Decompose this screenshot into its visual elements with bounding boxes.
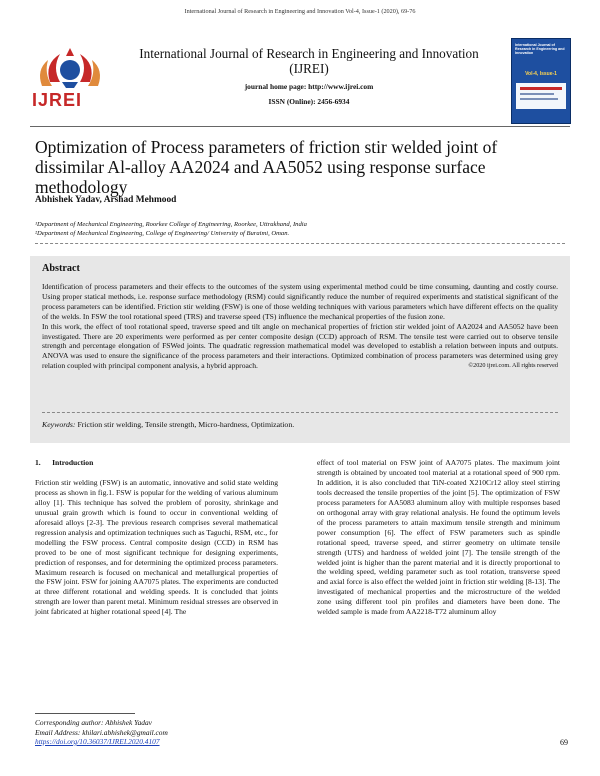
- affiliation-2: ²Department of Mechanical Engineering, College of Engineering/ University of Buraimi, Oman.: [35, 230, 290, 237]
- journal-issn: ISSN (Online): 2456-6934: [268, 97, 350, 106]
- intro-paragraph-left: Friction stir welding (FSW) is an automatic, innovative and solid state welding process as shown in fig.1. FSW is popular for the welding of various aluminum alloy [1]. This technique has solved the problem of porosity, shrinkage and unusual grain growth which is found to occur in conventional welding of aforesaid alloys [2-3]. The previous research comprises several mathematical regression analysis and optimization techniques such as Taguchi, RSM, etc., for modelling the FSW process. Central composite design (CCD) in RSM has proved to be one of most significant technique for designing experiments, prediction of responses, and for determining the optimized process parameters. Maximum research is focused on mechanical and metallurgical properties of the FSW joint. FSW for joining AA7075 plates. The experiments are conducted at three different rotational and welding speeds. It is concluded that joints strength are lower than parent metal. Minimum residual stresses are observed in joint fabricated at higher rotational speed [4]. The: [35, 477, 278, 617]
- paper-title: Optimization of Process parameters of friction stir welded joint of dissimilar Al-alloy AA2024 and AA5052 using response surface methodology: [35, 137, 498, 197]
- doi-link[interactable]: https://doi.org/10.36037/IJREI.2020.4107: [35, 737, 160, 746]
- cover-line: [520, 93, 554, 95]
- journal-title: International Journal of Research in Engineering and Innovation (IJREI): [139, 46, 479, 76]
- body-left-column: [35, 458, 278, 617]
- intro-paragraph-right: effect of tool material on FSW joint of AA7075 plates. The maximum joint strength is obtained by uncoated tool material at a rotational speed of 900 rpm. In addition, it is also concluded that TiN-coated X210Cr12 alloy steel stirring tools decreased the tensile properties of the joint [5]. The optimization of FSW process parameters for AA5083 aluminum alloy with multiple responses based on orthogonal array with gray relational analysis. He found the optimum levels of the process parameters to attain maximum tensile strength and minimum power consumption [6]. The effect of FSW parameters such as spindle rotational speed, traverse speed, and stirrer geometry on ultimate tensile strength (UTS) and hardness of welded joint [7]. The tensile strength of the welded joint is higher than the parent material and it is directly proportional to the welding speed, welding parameter such as tool rotation, transverse speed and axial force is also effect the welded joint in friction stir welding [8-13]. The investigated of mechanical properties and the microstructure of the welded zone using different tool pin profiles and diameters have been done. The welded sample is made from AA2218-T72 aluminum alloy: [317, 458, 560, 617]
- paper-authors: Abhishek Yadav, Arshad Mehmood: [35, 195, 177, 205]
- abstract-paragraph-2: [42, 322, 558, 372]
- body-right-column: [317, 458, 560, 617]
- footnote-divider: [35, 713, 135, 714]
- abstract-paragraph-1: Identification of process parameters and their effects to the outcomes of the system using experimental method could be time consuming, daunting and costly course. Using proper statical methods, i.e. response surface methodology (RSM) could significantly reduce the number of required experiments and statistical significant of the process parameters can be identified. Friction stir welding (FSW) is one of those welding techniques with various parameters which have different effects on the quality of the welds. In FSW the tool rotational speed (TRS) and traverse speed (TS) influence the mechanical properties of the fusion zone.: [42, 282, 558, 321]
- author-email[interactable]: Email Address: khilari.abhishek@gmail.com: [35, 727, 168, 737]
- corresponding-author-block: [35, 718, 168, 747]
- abstract-text: [42, 282, 558, 371]
- copyright-notice: ©2020 ijrei.com. All rights reserved: [468, 362, 558, 370]
- corresponding-author: Corresponding author: Abhishek Yadav: [35, 718, 152, 727]
- page-number: 69: [560, 738, 568, 747]
- logo-wordmark: IJREI: [32, 90, 83, 110]
- running-header: International Journal of Research in Engineering and Innovation Vol-4, Issue-1 (2020), 69-76: [184, 8, 416, 15]
- affiliation-1: ¹Department of Mechanical Engineering, Roorkee College of Engineering, Roorkee, Uttrakhand, India: [35, 221, 307, 228]
- cover-volume: Vol-4, Issue-1: [525, 71, 557, 77]
- journal-homepage[interactable]: journal home page: http://www.ijrei.com: [244, 82, 374, 91]
- keywords-text: Friction stir welding, Tensile strength, Micro-hardness, Optimization.: [77, 420, 295, 429]
- affiliation-divider: [35, 243, 565, 244]
- abstract-paragraph-2-text: In this work, the effect of tool rotational speed, traverse speed and tilt angle on mechanical properties of friction stir welded joint of AA2024 and AA5052 have been investigated. There are 20 experiments were performed as per center composite design (CCD) approach of RSM. The tensile test were carried out to observe tensile strength and percentage elongation of FSWed joints. The quadratic regression mathematical model was developed to establish a relation between inputs and outputs. ANOVA was used to ensure the significance of the process parameters and their interactions. Optimized combination of process parameters was determined using grey relation coupled with principal component analysis, a hybrid approach.: [42, 321, 558, 371]
- cover-stripe: [520, 87, 562, 90]
- cover-line: [520, 98, 558, 100]
- keywords-line: [42, 420, 294, 429]
- header-divider: [30, 126, 570, 127]
- abstract-divider: [42, 412, 558, 413]
- section-heading-introduction: 1. Introduction: [35, 458, 94, 467]
- journal-cover-thumbnail: [511, 38, 571, 124]
- cover-title: International Journal of Research in Engineering and Innovation: [515, 43, 565, 56]
- keywords-label: Keywords:: [42, 420, 76, 429]
- abstract-heading: Abstract: [42, 263, 80, 274]
